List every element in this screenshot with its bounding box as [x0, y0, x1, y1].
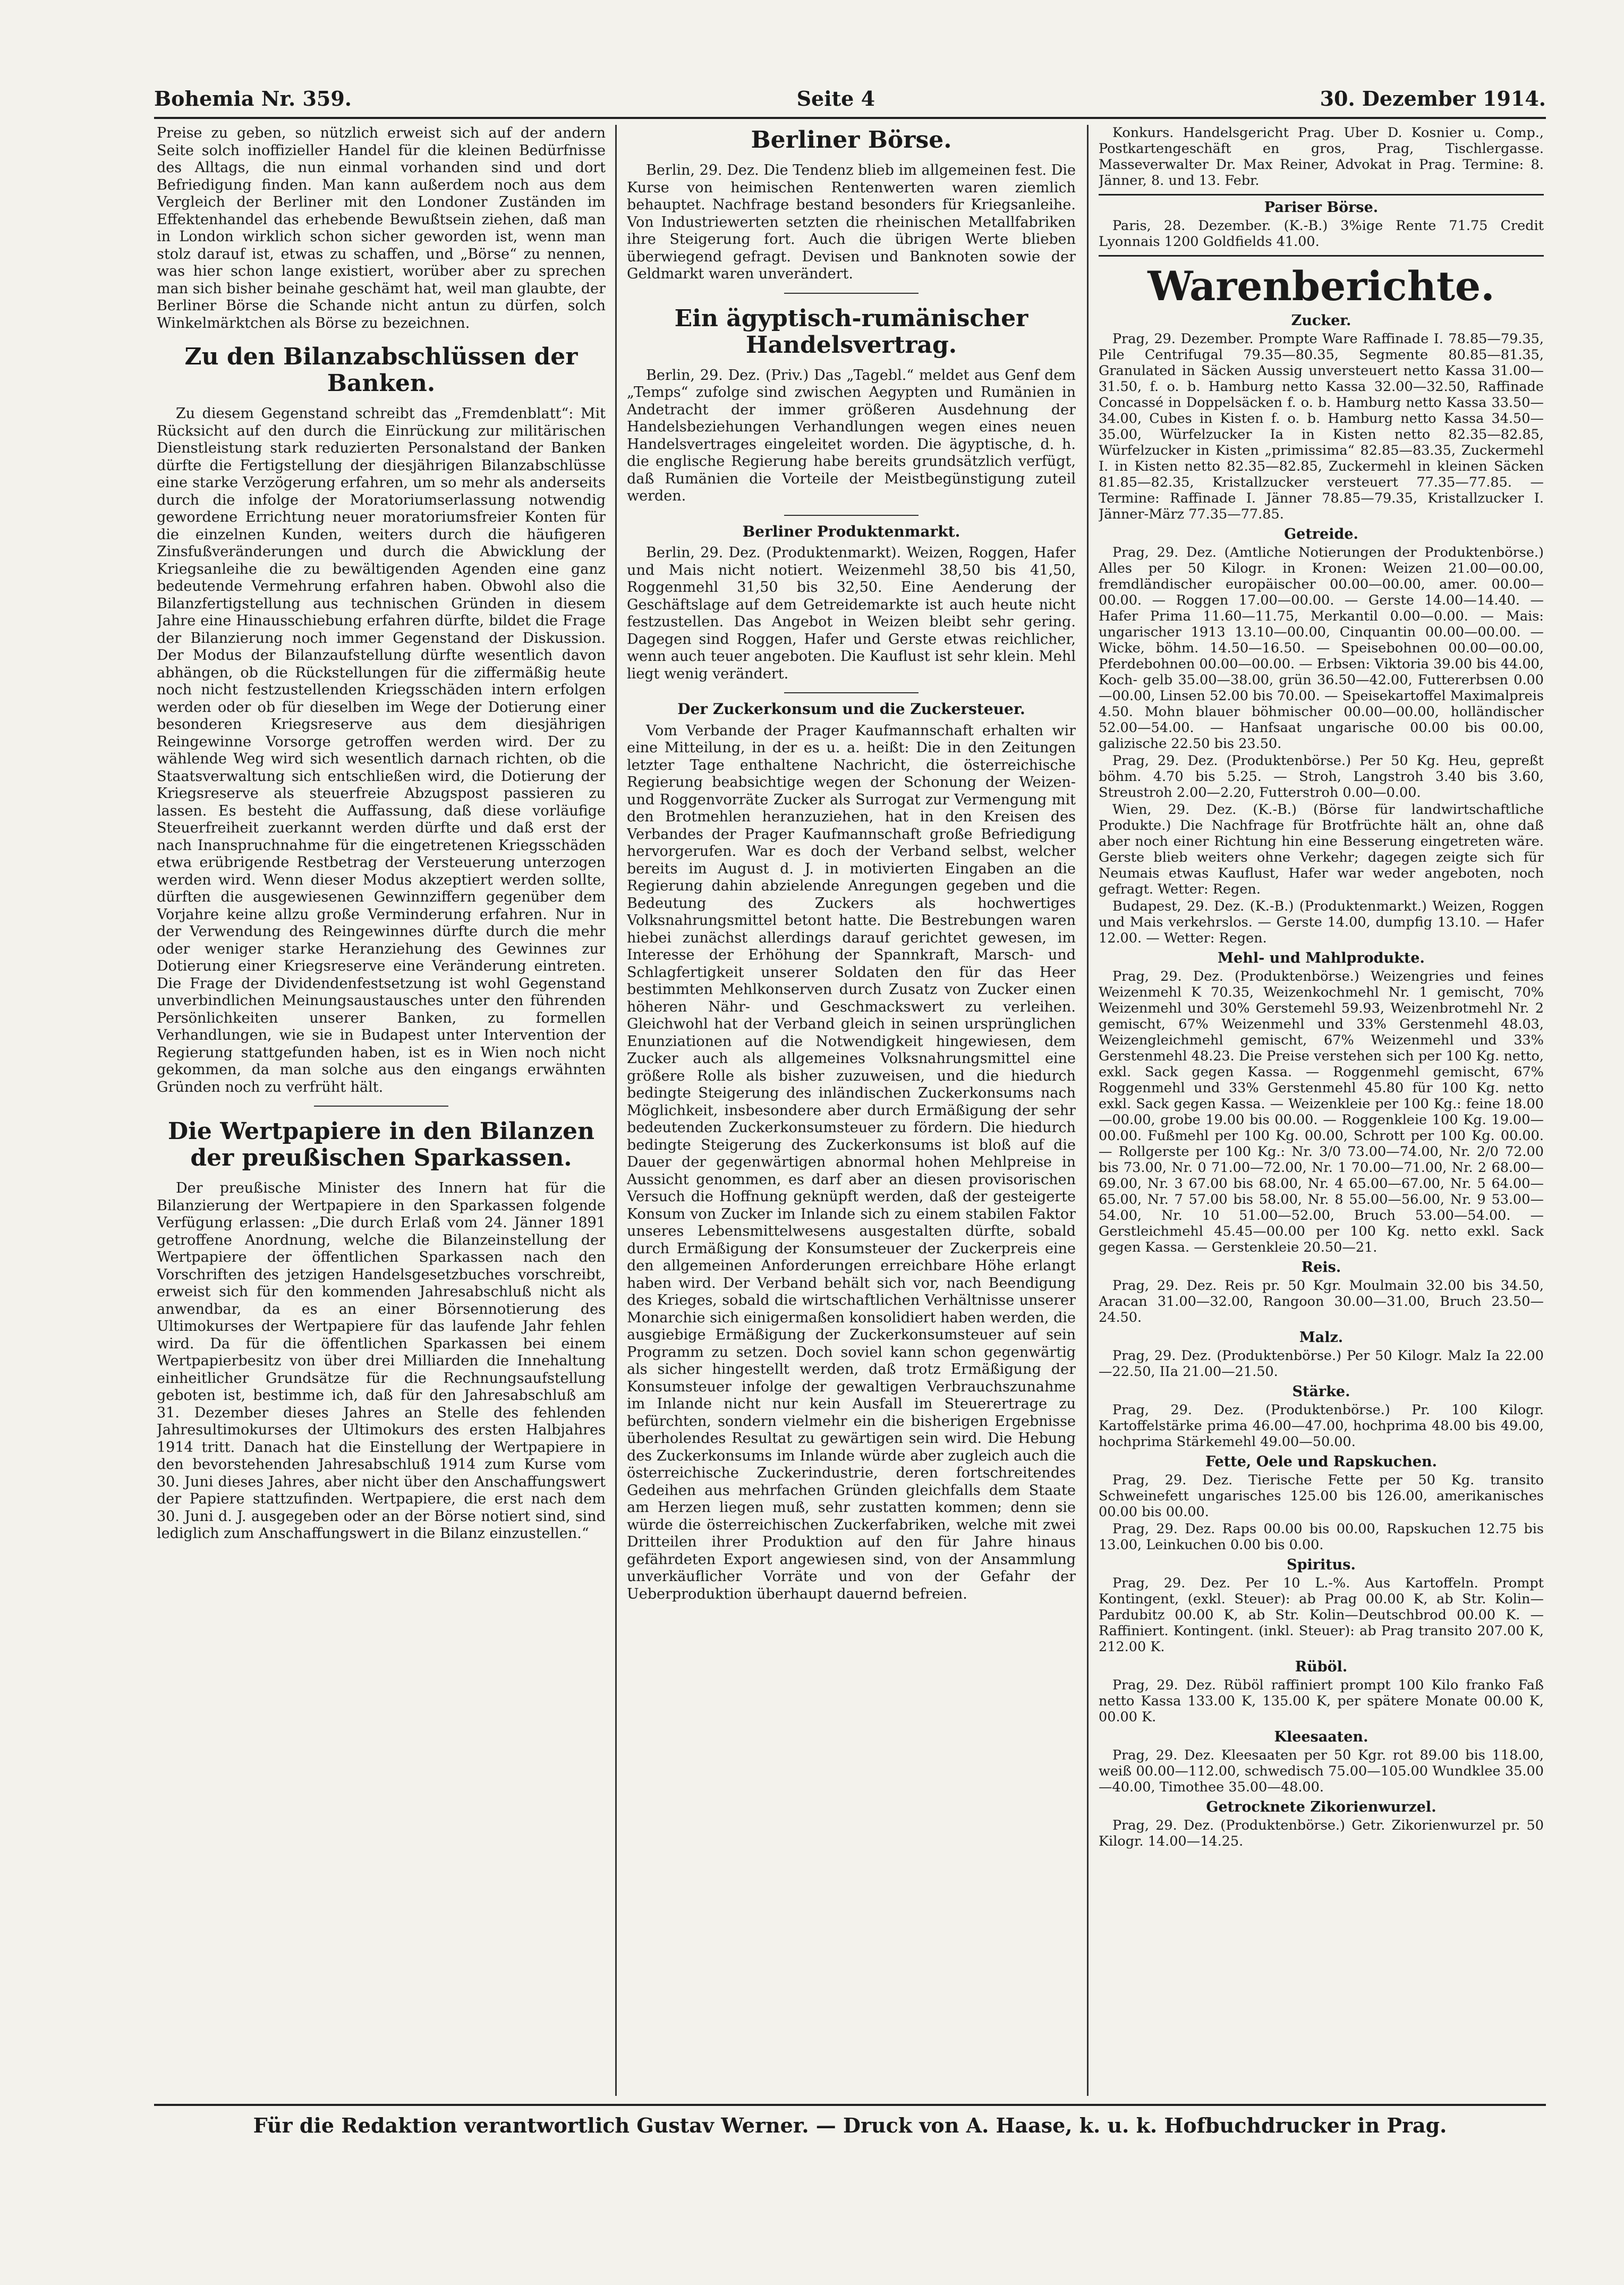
column-2 [627, 125, 1076, 2096]
konkurs-notice: Konkurs. Handelsgericht Prag. Uber D. Kosnier u. Comp., Postkartengeschäft en gros, Prag, Tischlergasse. Masseverwalter Dr. Max Reiner, Advokat in Prag. Termine: 8. Jänner, 8. und 13. Febr. [1099, 125, 1544, 189]
article-heading-pariser-boerse: Pariser Börse. [1264, 199, 1379, 216]
continued-article-text: Preise zu geben, so nützlich erweist sich auf der andern Seite solch inoffizieller Handel für die kleinen Bedürfnisse des Alltags, die nun einmal vorhanden sind und dort Befriedigung finden. Man kann außerdem noch aus dem Vergleich der Berliner mit den Londoner Zuständen im Effektenhandel das erhebende Bewußtsein ziehen, daß man in London wirklich schon sicher geworden ist, wenn man stolz darauf ist, etwas zu schaffen, und „Börse“ zu nennen, was hier schon lange existiert, worüber aber zu sprechen man sich bisher beinahe geschämt hat, weil man glaubte, der Berliner Börse die Schande nicht antun zu dürfen, solch Winkelmärktchen als Börse zu bezeichnen. [157, 125, 606, 332]
article-heading-zucker: Der Zuckerkonsum und die Zuckersteuer. [677, 700, 1025, 718]
commodity-report: Prag, 29. Dez. (Produktenbörse.) Getr. Zikorienwurzel pr. 50 Kilogr. 14.00—14.25. [1099, 1817, 1544, 1849]
commodity-report: Prag, 29. Dez. Tierische Fette per 50 Kg. transito Schweinefett ungarisches 125.00 bis 126.00, amerikanisches 00.00 bis 00.00. [1099, 1472, 1544, 1520]
header-issue: Bohemia Nr. 359. [154, 86, 352, 111]
commodity-heading: Kleesaaten. [1274, 1729, 1368, 1745]
commodity-heading: Mehl- und Mahlprodukte. [1218, 950, 1425, 966]
header-page-number: Seite 4 [796, 86, 875, 111]
commodity-heading: Getreide. [1284, 526, 1358, 542]
commodity-report: Budapest, 29. Dez. (K.-B.) (Produktenmarkt.) Weizen, Roggen und Mais verkehrslos. — Gerste 14.00, dumpfig 13.10. — Hafer 12.00. — Wetter: Regen. [1099, 898, 1544, 946]
commodity-heading: Getrocknete Zikorienwurzel. [1206, 1799, 1436, 1815]
column-divider [615, 125, 617, 2096]
commodity-heading: Reis. [1301, 1259, 1341, 1276]
commodity-report: Prag, 29. Dez. (Produktenbörse.) Per 50 Kg. Heu, gepreßt böhm. 4.70 bis 5.25. — Stroh, Langstroh 3.40 bis 3.60, Streustroh 2.00—2.20, Futterstroh 0.00—0.00. [1099, 753, 1544, 801]
commodity-report: Prag, 29. Dez. Reis pr. 50 Kgr. Moulmain 32.00 bis 34.50, Aracan 31.00—32.00, Rangoon 30.00—31.00, Bruch 23.50—24.50. [1099, 1278, 1544, 1326]
article-text-zucker: Vom Verbande der Prager Kaufmannschaft erhalten wir eine Mitteilung, in der es u. a. heißt: Die in den Zeitungen letzter Tage enthaltene Nachricht, die österreichische Regierung beabsichtige wegen der Schonung der Weizen- und Roggenvorräte Zucker als Surrogat zur Vermengung mit den Brotmehlen heranzuziehen, hat in den Kreisen des Verbandes der Prager Kaufmannschaft große Befriedigung hervorgerufen. War es doch der Verband selbst, welcher bereits im August d. J. in motivierten Eingaben an die Regierung dahin abzielende Anregungen gegeben und die Bedeutung des Zuckers als hochwertiges Volksnahrungsmittel betont hatte. Die Bestrebungen waren hiebei zunächst allerdings darauf gerichtet gewesen, im Interesse der Erhöhung der Spannkraft, Marsch- und Schlagfertigkeit unserer Soldaten den für das Heer bestimmten Mehlkonserven durch Zusatz von Zucker einen höheren Nähr- und Geschmackswert zu verleihen. Gleichwohl hat der Verband gleich in seinen ursprünglichen Enunziationen auf die Notwendigkeit hingewiesen, dem Zucker auch als allgemeines Volksnahrungsmittel eine größere Rolle als bisher zuzuweisen, und die hiedurch bedingte Steigerung des inländischen Zuckerkonsums nach Möglichkeit, insbesondere aber durch Ermäßigung der sehr bedeutenden Zuckerkonsumsteuer zu fördern. Die hiedurch bedingte Steigerung des Zuckerkonsums ist bloß auf die Dauer der gegenwärtigen abnormal hohen Mehlpreise in Aussicht genommen, es darf aber an diesen provisorischen Versuch die Hoffnung geknüpft werden, daß der gesteigerte Konsum von Zucker im Inlande sich zu einem stabilen Faktor unseres Lebensmittelwesens ausgestalten dürfte, sobald durch Ermäßigung der Konsumsteuer der Zuckerpreis eine den allgemeinen Anforderungen erreichbare Höhe erlangt haben wird. Der Verband behält sich vor, nach Beendigung des Krieges, sobald die wirtschaftlichen Verhältnisse unserer Monarchie sich einigermaßen konsolidiert haben werden, die ausgiebige Ermäßigung der Zuckerkonsumsteuer auf sein Programm zu setzen. Doch soviel kann schon gegenwärtig als sicher hingestellt werden, daß trotz Ermäßigung der Konsumsteuer infolge der gewaltigen Verbrauchszunahme im Inlande nicht nur kein Ausfall im Steuerertrage zu befürchten, sondern vielmehr ein die bisherigen Ergebnisse überholendes Resultat zu gewärtigen sein wird. Die Hebung des Zuckerkonsums im Inlande würde aber zugleich auch die österreichische Zuckerindustrie, deren fortschreitendes Gedeihen aus mehrfachen Gründen gleichfalls dem Staate am Herzen liegen muß, sehr zustatten kommen; denn sie würde die österreichischen Zuckerfabriken, welche mit zwei Dritteilen ihrer Produktion auf den für Jahre hinaus gefährdeten Export angewiesen sind, von der Ansammlung unverkäuflicher Vorräte und von der Gefahr der Ueberproduktion überhaupt dauernd befreien. [627, 722, 1076, 1602]
column-divider [1087, 125, 1089, 2096]
divider [784, 692, 919, 693]
imprint-footer: Für die Redaktion verantwortlich Gustav Werner. — Druck von A. Haase, k. u. k. Hofbuchdrucker in Prag. [154, 2104, 1546, 2137]
commodity-report: Prag, 29. Dez. Raps 00.00 bis 00.00, Rapskuchen 12.75 bis 13.00, Leinkuchen 0.00 bis 0.00. [1099, 1521, 1544, 1553]
article-text-handelsvertrag: Berlin, 29. Dez. (Priv.) Das „Tagebl.“ meldet aus Genf dem „Temps“ zufolge sind zwischen Aegypten und Rumänien in Andetracht der immer größeren Ausdehnung der Handelsbeziehungen Verhandlungen wegen eines neuen Handelsvertrages eingeleitet worden. Die ägyptische, d. h. die englische Regierung habe bereits grundsätzlich verfügt, daß Rumänien die Vorteile der Meistbegünstigung zuteil werden. [627, 367, 1076, 504]
commodity-heading: Malz. [1299, 1329, 1344, 1346]
divider [314, 1106, 449, 1107]
divider [1099, 194, 1544, 196]
column-1 [157, 125, 606, 2096]
commodity-report: Prag, 29. Dez. Per 10 L.-%. Aus Kartoffeln. Prompt Kontingent, (exkl. Steuer): ab Prag 00.00 K, ab Str. Kolin—Pardubitz 00.00 K, ab Str. Kolin—Deutschbrod 00.00 K. — Raffiniert. Kontingent. (inkl. Steuer): ab Prag transito 207.00 K, 212.00 K. [1099, 1575, 1544, 1655]
commodity-report: Prag, 29. Dez. (Produktenbörse.) Per 50 Kilogr. Malz Ia 22.00—22.50, IIa 21.00—21.50. [1099, 1348, 1544, 1380]
article-text-sparkassen: Der preußische Minister des Innern hat für die Bilanzierung der Wertpapiere in den Sparkassen folgende Verfügung erlassen: „Die durch Erlaß vom 24. Jänner 1891 getroffene Anordnung, welche die Bilanzeinstellung der Wertpapiere der öffentlichen Sparkassen nach den Vorschriften des jetzigen Handelsgesetzbuches vorschreibt, erweist sich für den kommenden Jahresabschluß nicht als anwendbar, da es an einer Börsennotierung des Ultimokurses der Wertpapiere für das laufende Jahr fehlen wird. Da für die öffentlichen Sparkassen bei einem Wertpapierbesitz von über drei Milliarden die Innehaltung einheitlicher Grundsätze für die Rechnungsaufstellung geboten ist, bestimme ich, daß für den Jahresabschluß am 31. Dezember dieses Jahres an Stelle des fehlenden Jahresultimokurses der Ultimokurs des ersten Halbjahres 1914 tritt. Danach hat die Einstellung der Wertpapiere in den bevorstehenden Jahresabschluß 1914 zum Kurse vom 30. Juni dieses Jahres, aber nicht über den Anschaffungswert der Papiere stattzufinden. Wertpapiere, die erst nach dem 30. Juni d. J. ausgegeben oder an der Börse notiert sind, sind lediglich zum Anschaffungswert in die Bilanz einzustellen.“ [157, 1180, 606, 1542]
section-heading-warenberichte: Warenberichte. [1147, 262, 1495, 310]
commodity-report: Prag, 29. Dez. (Produktenbörse.) Pr. 100 Kilogr. Kartoffelstärke prima 46.00—47.00, hochprima 48.00 bis 49.00, hochprima Stärkemehl 49.00—50.00. [1099, 1402, 1544, 1450]
page-header [154, 80, 1546, 119]
commodity-report: Prag, 29. Dezember. Prompte Ware Raffinade I. 78.85—79.35, Pile Centrifugal 79.35—80.35, Segmente 80.85—81.35, Granulated in Säcken Aussig unversteuert netto Kassa 31.00—31.50, f. o. b. Hamburg netto Kassa 32.00—32.50, Raffinade Concassé in Doppelsäcken f. o. b. Hamburg netto Kassa 33.50—34.00, Cubes in Kisten f. o. b. Hamburg netto Kassa 34.50—35.00, Würfelzucker Ia in Kisten netto 82.35—82.85, Würfelzucker in Kisten „primissima“ 82.85—83.35, Zuckermehl I. in Kisten netto 82.35—82.85, Zuckermehl in kleinen Säcken 81.85—82.35, Kristallzucker versteuert 77.35—77.85. — Termine: Raffinade I. Jänner 78.85—79.35, Kristallzucker I. Jänner-März 77.35—77.85. [1099, 331, 1544, 522]
commodity-heading: Rüböl. [1295, 1659, 1348, 1675]
article-text-produktenmarkt: Berlin, 29. Dez. (Produktenmarkt). Weizen, Roggen, Hafer und Mais nicht notiert. Weizenmehl 38,50 bis 41,50, Roggenmehl 31,50 bis 32,50. Eine Aenderung der Geschäftslage auf dem Getreidemarkte ist auch heute nicht festzustellen. Das Angebot in Weizen bleibt sehr gering. Dagegen sind Roggen, Hafer und Gerste etwas reichlicher, wenn auch teuer angeboten. Die Kauflust ist sehr klein. Mehl liegt wenig verändert. [627, 545, 1076, 682]
article-text-berliner-boerse: Berlin, 29. Dez. Die Tendenz blieb im allgemeinen fest. Die Kurse von heimischen Rentenwerten waren ziemlich behauptet. Nachfrage bestand besonders für Kriegsanleihe. Von Industriewerten setzten die rheinischen Metallfabriken ihre Steigerung fort. Auch die übrigen Werte blieben überwiegend gefragt. Devisen und Banknoten sowie der Geldmarkt waren unverändert. [627, 162, 1076, 282]
article-heading-handelsvertrag: Ein ägyptisch-rumänischer Handelsvertrag. [674, 304, 1028, 359]
commodity-heading: Fette, Oele und Rapskuchen. [1205, 1454, 1438, 1470]
divider [784, 515, 919, 516]
commodity-report: Prag, 29. Dez. Rüböl raffiniert prompt 100 Kilo franko Faß netto Kassa 133.00 K, 135.00 K, per spätere Monate 00.00 K, 00.00 K. [1099, 1677, 1544, 1725]
article-heading-sparkassen: Die Wertpapiere in den Bilanzen der preußischen Sparkassen. [168, 1118, 594, 1171]
commodity-report: Wien, 29. Dez. (K.-B.) (Börse für landwirtschaftliche Produkte.) Die Nachfrage für Brotfrüchte hält an, ohne daß aber noch einer Richtung hin eine Besserung eingetreten wäre. Gerste blieb weiters ohne Verkehr; dagegen zeigte sich für Neumais etwas Kauflust, Hafer war weder angeboten, noch gefragt. Wetter: Regen. [1099, 802, 1544, 897]
commodity-report: Prag, 29. Dez. (Amtliche Notierungen der Produktenbörse.) Alles per 50 Kilogr. in Kronen: Weizen 21.00—00.00, fremdländischer europäischer 00.00—00.00, amer. 00.00—00.00. — Roggen 17.00—00.00. — Gerste 14.00—14.40. — Hafer Prima 11.60—11.75, Merkantil 0.00—0.00. — Mais: ungarischer 1913 13.10—00.00, Cinquantin 00.00—00.00. — Wicke, böhm. 14.50—16.50. — Speisebohnen 00.00—00.00, Pferdebohnen 00.00—00.00. — Erbsen: Viktoria 39.00 bis 44.00, Koch- gelb 35.00—38.00, grün 36.50—42.00, Futtererbsen 0.00—00.00, Linsen 52.00 bis 70.00. — Speisekartoffel Maximalpreis 4.50. Mohn blauer böhmischer 00.00—00.00, holländischer 52.00—54.00. — Hanfsaat ungarische 00.00 bis 00.00, galizische 22.50 bis 23.50. [1099, 545, 1544, 752]
article-text-pariser-boerse: Paris, 28. Dezember. (K.-B.) 3%ige Rente 71.75 Credit Lyonnais 1200 Goldfields 41.00. [1099, 218, 1544, 250]
commodity-heading: Zucker. [1291, 312, 1351, 329]
commodity-report: Prag, 29. Dez. (Produktenbörse.) Weizengries und feines Weizenmehl K 70.35, Weizenkochmehl Nr. 1 gemischt, 70% Weizenmehl und 30% Gerstemehl 59.93, Weizenbrotmehl Nr. 2 gemischt, 67% Weizenmehl und 33% Gerstenmehl 48.03, Weizengleichmehl gemischt, 67% Weizenmehl und 33% Gerstenmehl 48.23. Die Preise verstehen sich per 100 Kg. netto, exkl. Sack gegen Kassa. — Roggenmehl gemischt, 67% Roggenmehl und 33% Gerstenmehl 45.80 für 100 Kg. netto exkl. Sack gegen Kassa. — Weizenkleie per 100 Kg.: feine 18.00—00.00, grobe 19.00 bis 00.00. — Roggenkleie 100 Kg. 19.00—00.00. Fußmehl per 100 Kg. 00.00, Schrott per 100 Kg. 00.00. — Rollgerste per 100 Kg.: Nr. 3/0 73.00—74.00, Nr. 2/0 72.00 bis 73.00, Nr. 0 71.00—72.00, Nr. 1 70.00—71.00, Nr. 2 68.00—69.00, Nr. 3 67.00 bis 68.00, Nr. 4 65.00—67.00, Nr. 5 64.00—65.00, Nr. 7 57.00 bis 58.00, Nr. 8 55.00—56.00, Nr. 9 53.00—54.00, Nr. 10 51.00—52.00, Bruch 53.00—54.00. — Gerstleichmehl 45.45—00.00 per 100 Kg. netto exkl. Sack gegen Kassa. — Gerstenkleie 20.50—21. [1099, 969, 1544, 1255]
article-heading-banken: Zu den Bilanzabschlüssen der Banken. [184, 343, 578, 397]
commodity-report: Prag, 29. Dez. Kleesaaten per 50 Kgr. rot 89.00 bis 118.00, weiß 00.00—112.00, schwedisch 75.00—105.00 Wundklee 35.00—40.00, Timothee 35.00—48.00. [1099, 1747, 1544, 1795]
divider [784, 293, 919, 294]
divider [1099, 255, 1544, 257]
article-text-banken: Zu diesem Gegenstand schreibt das „Fremdenblatt“: Mit Rücksicht auf den durch die Einrückung zur militärischen Dienstleistung stark reduzierten Personalstand der Banken dürfte die Fertigstellung der diesjährigen Bilanzabschlüsse eine starke Verzögerung erfahren, um so mehr als anderseits durch die infolge der Moratoriumserlassung notwendig gewordene Errichtung neuer moratoriumsfreier Konten für die einzelnen Kunden, weiters durch die häufigeren Zinsfußveränderungen und durch die Abwicklung der Kriegsanleihe die zu bewältigenden Agenden eine ganz bedeutende Vermehrung erfahren haben. Obwohl also die Bilanzfertigstellung aus technischen Gründen in diesem Jahre eine Hinausschiebung erfahren dürfte, bildet die Frage der Bilanzierung noch immer Gegenstand der Diskussion. Der Modus der Bilanzaufstellung dürfte wesentlich davon abhängen, ob die Rückstellungen für die ziffermäßig heute noch nicht festzustellenden Kriegsschäden intern erfolgen werden oder ob für dieselben im Wege der Dotierung einer besonderen Kriegsreserve aus dem diesjährigen Reingewinne Vorsorge getroffen werden wird. Der zu wählende Weg wird sich wesentlich darnach richten, ob die Staatsverwaltung sich entschließen wird, die Dotierung der Kriegsreserve als steuerfreie Abzugspost passieren zu lassen. Es besteht die Auffassung, daß diese vorläufige Steuerfreiheit zuerkannt werden dürfte und daß erst der nach Inanspruchnahme für die eingetretenen Kriegsschäden etwa erübrigende Restbetrag der Versteuerung unterzogen werden wird. Wenn dieser Modus akzeptiert werden sollte, dürften die ausgewiesenen Gewinnziffern gegenüber dem Vorjahre keine allzu große Verminderung erfahren. Nur in der Verwendung des Reingewinnes dürfte durch die mehr oder weniger starke Heranziehung des Gewinnes zur Dotierung einer Kriegsreserve eine Veränderung eintreten. Die Frage der Dividendenfestsetzung ist wohl Gegenstand unverbindlichen Meinungsaustausches unter den führenden Persönlichkeiten unserer Banken, zu formellen Verhandlungen, wie sie in Budapest unter Intervention der Regierung stattgefunden haben, ist es in Wien noch nicht gekommen, da man solche aus den eingangs erwähnten Gründen noch zu verfrüht hält. [157, 405, 606, 1095]
commodity-heading: Stärke. [1292, 1383, 1350, 1400]
column-3 [1099, 125, 1544, 2096]
article-heading-produktenmarkt: Berliner Produktenmarkt. [742, 522, 960, 540]
article-heading-berliner-boerse: Berliner Börse. [751, 126, 952, 154]
header-date: 30. Dezember 1914. [1320, 86, 1546, 111]
commodity-heading: Spiritus. [1287, 1557, 1356, 1573]
